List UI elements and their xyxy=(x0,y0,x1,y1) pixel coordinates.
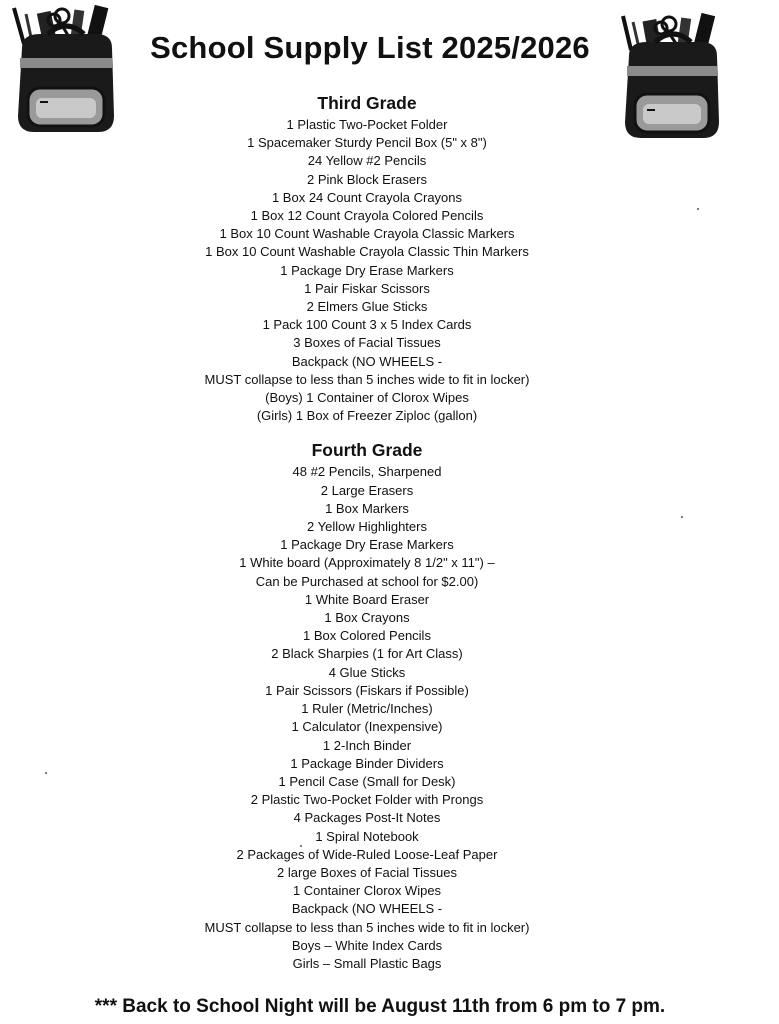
back-to-school-night-note: *** Back to School Night will be August 11th from 6 pm to 7 pm. xyxy=(94,996,666,1017)
supply-item: 48 #2 Pencils, Sharpened xyxy=(292,464,442,480)
fourth-grade-list xyxy=(0,463,734,973)
supply-item: Girls – Small Plastic Bags xyxy=(292,955,442,971)
supply-item: Backpack (NO WHEELS - xyxy=(291,901,443,917)
supply-item: 2 Plastic Two-Pocket Folder with Prongs xyxy=(250,792,484,808)
supply-item: 1 Pack 100 Count 3 x 5 Index Cards xyxy=(262,317,472,333)
supply-item: 1 Spiral Notebook xyxy=(315,828,419,844)
supply-item: 1 Box Markers xyxy=(325,500,409,516)
third-grade-section xyxy=(0,90,734,425)
supply-item: 1 Pencil Case (Small for Desk) xyxy=(278,773,456,789)
supply-item: 1 Container Clorox Wipes xyxy=(292,883,442,899)
supply-item: MUST collapse to less than 5 inches wide to fit in locker) xyxy=(204,371,530,387)
supply-item: 1 2-Inch Binder xyxy=(322,737,412,753)
supply-item: 1 Package Dry Erase Markers xyxy=(280,262,454,278)
supply-lists xyxy=(0,90,734,973)
supply-item: MUST collapse to less than 5 inches wide to fit in locker) xyxy=(204,919,530,935)
supply-item: 4 Packages Post-It Notes xyxy=(293,810,441,826)
supply-item: 1 White Board Eraser xyxy=(304,591,430,607)
supply-item: Backpack (NO WHEELS - xyxy=(291,353,443,369)
supply-item: 1 Pair Scissors (Fiskars if Possible) xyxy=(265,682,469,698)
supply-item: 1 Package Dry Erase Markers xyxy=(280,537,454,553)
supply-item: 1 Calculator (Inexpensive) xyxy=(291,719,443,735)
supply-item: (Girls) 1 Box of Freezer Ziploc (gallon) xyxy=(256,408,478,424)
supply-item: 2 large Boxes of Facial Tissues xyxy=(277,864,457,880)
supply-item: 1 Ruler (Metric/Inches) xyxy=(301,701,433,717)
fourth-grade-heading: Fourth Grade xyxy=(311,440,423,461)
third-grade-heading: Third Grade xyxy=(317,93,417,113)
supply-item: 24 Yellow #2 Pencils xyxy=(307,153,427,169)
scan-speck xyxy=(697,208,699,210)
supply-item: 1 Box 24 Count Crayola Crayons xyxy=(271,189,463,205)
supply-item: (Boys) 1 Container of Clorox Wipes xyxy=(265,390,469,406)
supply-item: 1 Box Colored Pencils xyxy=(303,628,431,644)
page-title: School Supply List 2025/2026 xyxy=(150,30,590,65)
supply-item: 1 Spacemaker Sturdy Pencil Box (5" x 8") xyxy=(247,135,487,151)
supply-item: 1 Plastic Two-Pocket Folder xyxy=(286,117,448,132)
supply-item: 2 Large Erasers xyxy=(320,482,414,498)
supply-item: 1 Box Crayons xyxy=(324,610,410,626)
supply-item: 3 Boxes of Facial Tissues xyxy=(293,335,441,351)
supply-item: Can be Purchased at school for $2.00) xyxy=(255,573,479,589)
supply-item: 4 Glue Sticks xyxy=(328,664,406,680)
supply-item: 2 Packages of Wide-Ruled Loose-Leaf Paper xyxy=(236,846,498,862)
supply-item: 1 Box 12 Count Crayola Colored Pencils xyxy=(250,208,484,224)
supply-item: 2 Black Sharpies (1 for Art Class) xyxy=(271,646,463,662)
fourth-grade-section xyxy=(0,437,734,973)
supply-item: 2 Pink Block Erasers xyxy=(307,171,427,187)
supply-item: 1 Box 10 Count Washable Crayola Classic Thin Markers xyxy=(205,244,529,260)
supply-item: 2 Yellow Highlighters xyxy=(307,519,427,535)
supply-item: 1 Box 10 Count Washable Crayola Classic Markers xyxy=(219,226,515,242)
supply-item: 1 White board (Approximately 8 1/2" x 11") – xyxy=(239,555,495,571)
supply-item: 1 Package Binder Dividers xyxy=(290,755,444,771)
supply-item: 1 Pair Fiskar Scissors xyxy=(304,280,430,296)
scan-speck xyxy=(45,772,47,774)
supply-item: 2 Elmers Glue Sticks xyxy=(306,299,428,315)
third-grade-list xyxy=(0,116,734,425)
scan-speck xyxy=(300,845,302,847)
scan-speck xyxy=(681,516,683,518)
supply-item: Boys – White Index Cards xyxy=(291,937,443,953)
